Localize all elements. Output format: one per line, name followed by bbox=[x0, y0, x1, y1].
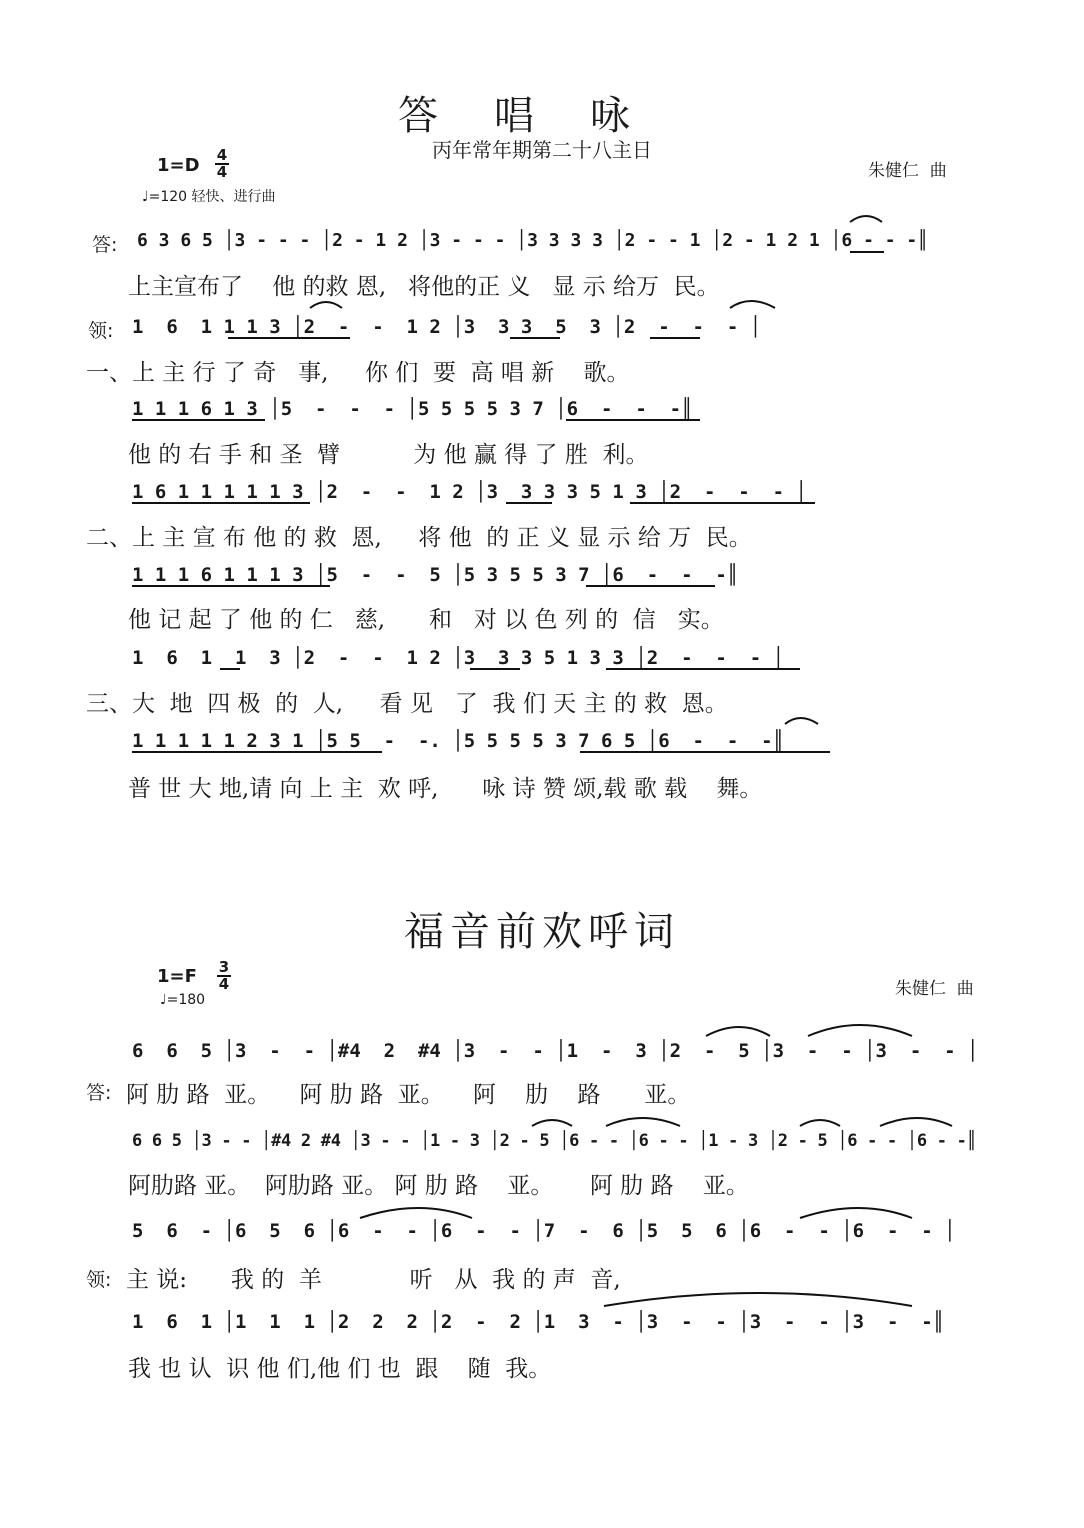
slur-mark bbox=[532, 1120, 572, 1126]
song1-line0-lyric: 上主宣布了 他 的救 恩, 将他的正 义 显 示 给万 民。 bbox=[128, 274, 720, 300]
slur-mark bbox=[850, 216, 882, 222]
song2-line0-notes: 6 6 5 │3 - - │#4 2 #4 │3 - - │1 - 3 │2 - 5 │3 - - │3 - - │ bbox=[132, 1040, 979, 1062]
song1-line0-notes: 6 3 6 5 │3 - - - │2 - 1 2 │3 - - - │3 3 3 3 │2 - - 1 │2 - 1 2 1 │6 - - -║ bbox=[137, 230, 929, 251]
song1-line1-prefix: 领: bbox=[88, 320, 114, 342]
slur-mark bbox=[730, 301, 775, 308]
song1-line4-lyric: 他 记 起 了 他 的 仁 慈, 和 对 以 色 列 的 信 实。 bbox=[128, 607, 724, 633]
song2-composer: 朱健仁 曲 bbox=[895, 979, 974, 999]
song2-title: 福音前欢呼词 bbox=[404, 909, 680, 955]
song1-time-numerator: 4 bbox=[216, 146, 228, 164]
song1-line6-notes: 1 1 1 1 1 2 3 1 │5 5 - -. │5 5 5 5 3 7 6 5 │6 - - -║ bbox=[132, 730, 785, 752]
song2-line2-lyric: 阿肋路 亚。 阿肋路 亚。 阿 肋 路 亚。 阿 肋 路 亚。 bbox=[128, 1173, 749, 1199]
slur-mark bbox=[785, 718, 818, 724]
song1-tempo: ♩=120 轻快、进行曲 bbox=[142, 189, 276, 205]
song1-title: 答唱咏 bbox=[398, 93, 686, 139]
slur-mark bbox=[808, 1025, 912, 1036]
song2-line1-prefix: 答: bbox=[86, 1082, 112, 1104]
song1-subtitle: 丙年常年期第二十八主日 bbox=[432, 138, 652, 162]
song1-line3-notes: 1 6 1 1 1 1 1 3 │2 - - 1 2 │3 3 3 3 5 1 3 │2 - - - │ bbox=[132, 481, 807, 503]
slur-mark bbox=[800, 1208, 912, 1218]
song2-time-numerator: 3 bbox=[218, 958, 230, 976]
song1-line2-lyric: 他 的 右 手 和 圣 臂 为 他 赢 得 了 胜 利。 bbox=[128, 442, 649, 468]
song1-line1-notes: 1 6 1 1 1 3 │2 - - 1 2 │3 3 3 5 3 │2 - - - │ bbox=[132, 316, 762, 338]
slur-mark bbox=[360, 1208, 472, 1218]
song1-line2-notes: 1 1 1 6 1 3 │5 - - - │5 5 5 5 3 7 │6 - - -║ bbox=[132, 398, 693, 420]
song1-line6-lyric: 普 世 大 地,请 向 上 主 欢 呼, 咏 诗 赞 颂,载 歌 载 舞。 bbox=[128, 776, 763, 802]
song2-line1-lyric: 阿 肋 路 亚。 阿 肋 路 亚。 阿 肋 路 亚。 bbox=[126, 1082, 691, 1108]
song2-line4-lyric: 主 说: 我 的 羊 听 从 我 的 声 音, bbox=[126, 1267, 621, 1293]
song2-line4-prefix: 领: bbox=[86, 1269, 112, 1291]
song1-line5-notes: 1 6 1 1 3 │2 - - 1 2 │3 3 3 5 1 3 3 │2 - - - │ bbox=[132, 647, 785, 669]
song1-line1-lyric: 一、上 主 行 了 奇 事, 你 们 要 高 唱 新 歌。 bbox=[86, 360, 630, 386]
song1-line0-prefix: 答: bbox=[92, 234, 118, 256]
slur-mark bbox=[604, 1293, 912, 1306]
song1-key: 1=D bbox=[157, 155, 200, 176]
song1-time-denominator: 4 bbox=[216, 163, 228, 181]
song1-line5-lyric: 三、大 地 四 极 的 人, 看 见 了 我 们 天 主 的 救 恩。 bbox=[86, 691, 728, 717]
slur-mark bbox=[706, 1027, 770, 1036]
song2-tempo: ♩=180 bbox=[160, 992, 206, 1008]
slur-mark bbox=[310, 302, 342, 308]
slur-mark bbox=[606, 1118, 680, 1126]
song1-line3-lyric: 二、上 主 宣 布 他 的 救 恩, 将 他 的 正 义 显 示 给 万 民。 bbox=[86, 525, 752, 551]
song2-time-denominator: 4 bbox=[218, 975, 230, 993]
song2-line5-lyric: 我 也 认 识 他 们,他 们 也 跟 随 我。 bbox=[128, 1356, 552, 1382]
song2-line2-notes: 6 6 5 │3 - - │#4 2 #4 │3 - - │1 - 3 │2 - 5 │6 - - │6 - - │1 - 3 │2 - 5 │6 - - │6 - -║ bbox=[132, 1131, 977, 1151]
song1-composer: 朱健仁 曲 bbox=[868, 161, 947, 181]
song2-line3-notes: 5 6 - │6 5 6 │6 - - │6 - - │7 - 6 │5 5 6 │6 - - │6 - - │ bbox=[132, 1220, 956, 1242]
slur-mark bbox=[880, 1118, 952, 1126]
song2-line5-notes: 1 6 1 │1 1 1 │2 2 2 │2 - 2 │1 3 - │3 - - │3 - - │3 - -║ bbox=[132, 1311, 945, 1333]
song1-line4-notes: 1 1 1 6 1 1 1 3 │5 - - 5 │5 3 5 5 3 7 │6 - - -║ bbox=[132, 564, 739, 586]
slur-mark bbox=[800, 1120, 840, 1126]
song2-key: 1=F bbox=[157, 966, 197, 987]
